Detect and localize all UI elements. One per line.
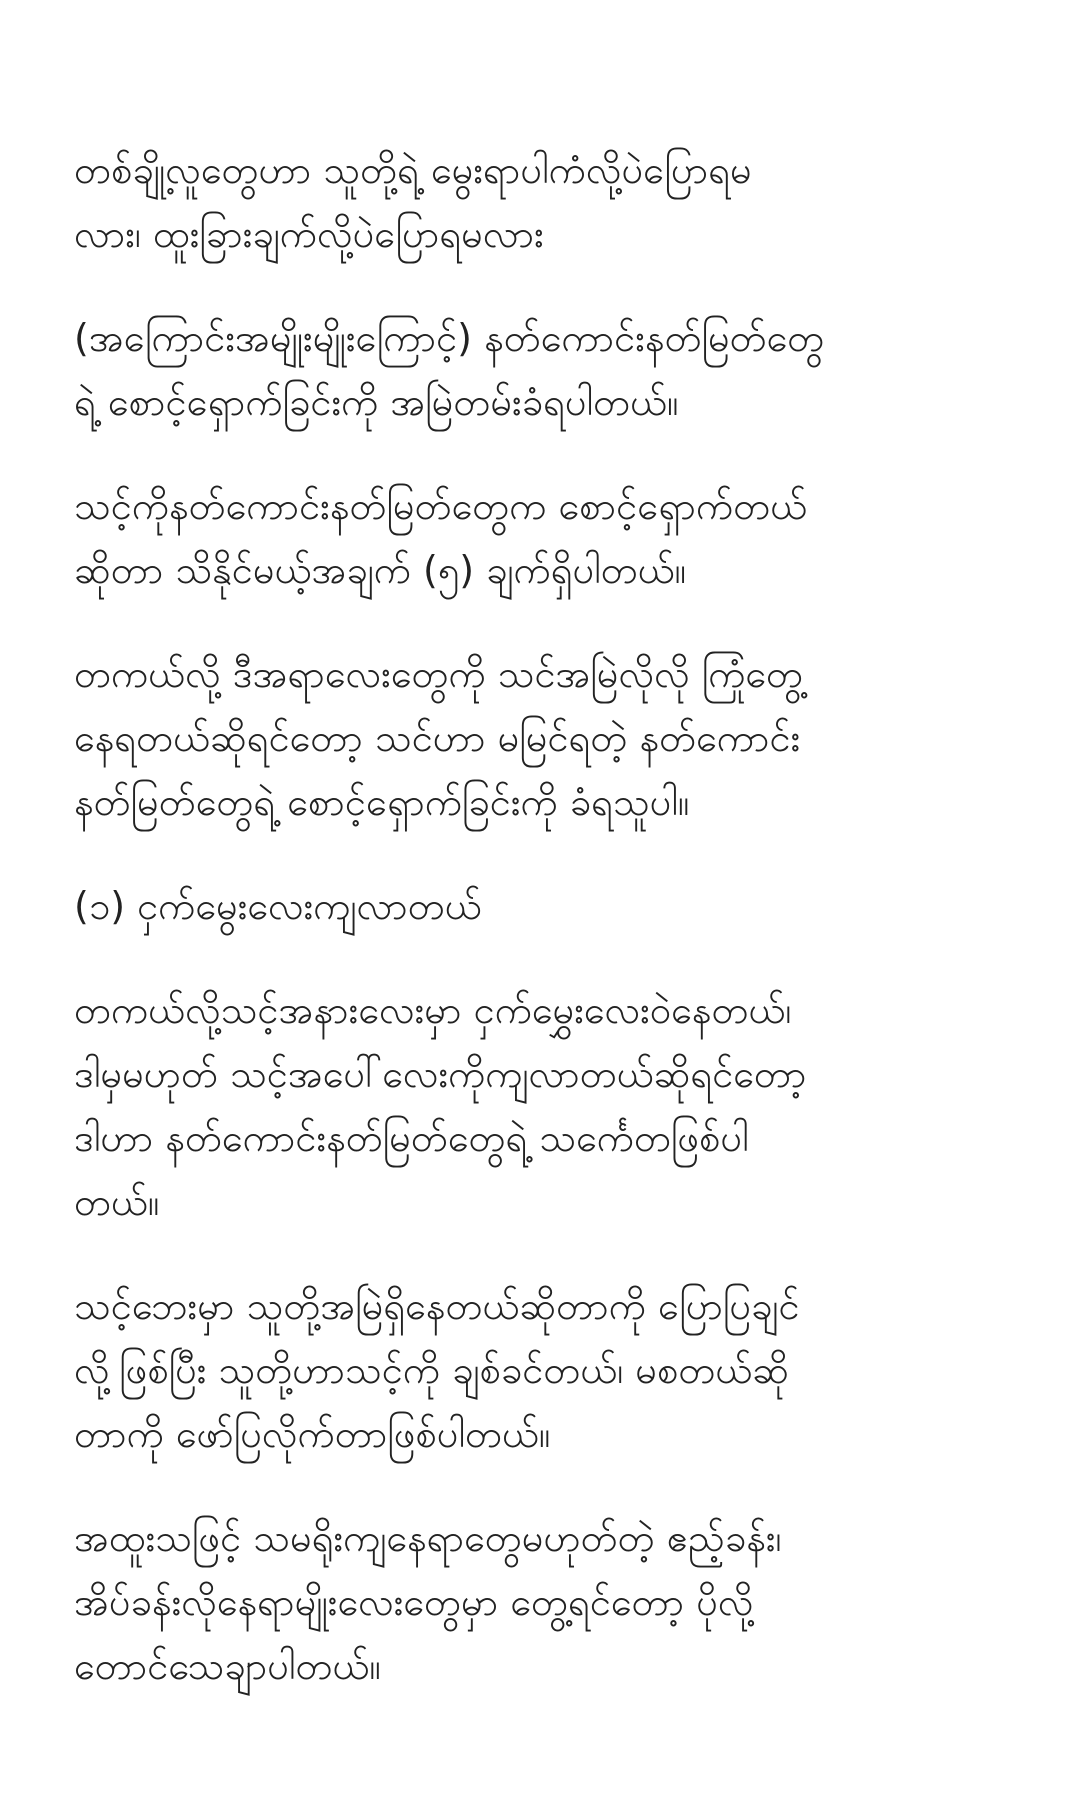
text-line: တကယ်လို့သင့်အနားလေးမှာ ငှက်မွှေးလေးဝဲနေတယ်၊ bbox=[74, 988, 792, 1032]
text-line: သင့်ဘေးမှာ သူတို့အမြဲရှိနေတယ်ဆိုတာကို ပြောပြချင် bbox=[74, 1284, 800, 1328]
text-line: တကယ်လို့ ဒီအရာလေးတွေကို သင်အမြဲလိုလို ကြုံတွေ့ bbox=[74, 652, 804, 696]
text-line: အထူးသဖြင့် သမရိုးကျနေရာတွေမဟုတ်တဲ့ ဧည့်ခန်း၊ bbox=[74, 1516, 782, 1560]
text-line: ရဲ့ စောင့်ရှောက်ခြင်းကို အမြဲတမ်းခံရပါတယ်။ bbox=[74, 380, 679, 424]
article-body bbox=[74, 138, 1014, 1738]
paragraph bbox=[74, 306, 1014, 434]
paragraph bbox=[74, 138, 1014, 266]
text-line: လို့ဖြစ်ပြီး သူတို့ဟာသင့်ကို ချစ်ခင်တယ်၊ မစတယ်ဆို bbox=[74, 1348, 790, 1392]
text-line: တောင်သေချာပါတယ်။ bbox=[74, 1644, 381, 1688]
paragraph bbox=[74, 474, 1014, 602]
text-line: ဒါဟာ နတ်ကောင်းနတ်မြတ်တွေရဲ့ သင်္ကေတဖြစ်ပါ bbox=[74, 1116, 749, 1160]
text-line: အိပ်ခန်းလိုနေရာမျိုးလေးတွေမှာ တွေ့ရင်တော့ ပိုလို့ bbox=[74, 1580, 754, 1624]
paragraph bbox=[74, 1274, 1014, 1466]
paragraph bbox=[74, 642, 1014, 834]
paragraph bbox=[74, 1506, 1014, 1698]
text-line: တယ်။ bbox=[74, 1180, 160, 1224]
section-heading bbox=[74, 874, 1014, 938]
text-line: တစ်ချို့လူတွေဟာ သူတို့ရဲ့ မွေးရာပါကံလို့ပဲပြောရမ bbox=[74, 148, 752, 192]
text-line: တာကို ဖော်ပြလိုက်တာဖြစ်ပါတယ်။ bbox=[74, 1412, 551, 1456]
text-line: (အကြောင်းအမျိုးမျိုးကြောင့်) နတ်ကောင်းနတ်မြတ်တွေ bbox=[74, 316, 825, 360]
text-line: (၁) ငှက်မွေးလေးကျလာတယ် bbox=[74, 884, 482, 928]
text-line: ဒါမှမဟုတ် သင့်အပေါ်လေးကိုကျလာတယ်ဆိုရင်တော့ bbox=[74, 1052, 807, 1096]
text-line: လား၊ ထူးခြားချက်လို့ပဲပြောရမလား bbox=[74, 212, 544, 256]
paragraph bbox=[74, 978, 1014, 1234]
text-line: နတ်မြတ်တွေရဲ့ စောင့်ရှောက်ခြင်းကို ခံရသူပါ။ bbox=[74, 780, 690, 824]
text-line: ဆိုတာ သိနိုင်မယ့်အချက် (၅) ချက်ရှိပါတယ်။ bbox=[74, 548, 687, 592]
text-line: နေရတယ်ဆိုရင်တော့ သင်ဟာ မမြင်ရတဲ့ နတ်ကောင်း bbox=[74, 716, 801, 760]
text-line: သင့်ကိုနတ်ကောင်းနတ်မြတ်တွေက စောင့်ရှောက်တယ် bbox=[74, 484, 808, 528]
